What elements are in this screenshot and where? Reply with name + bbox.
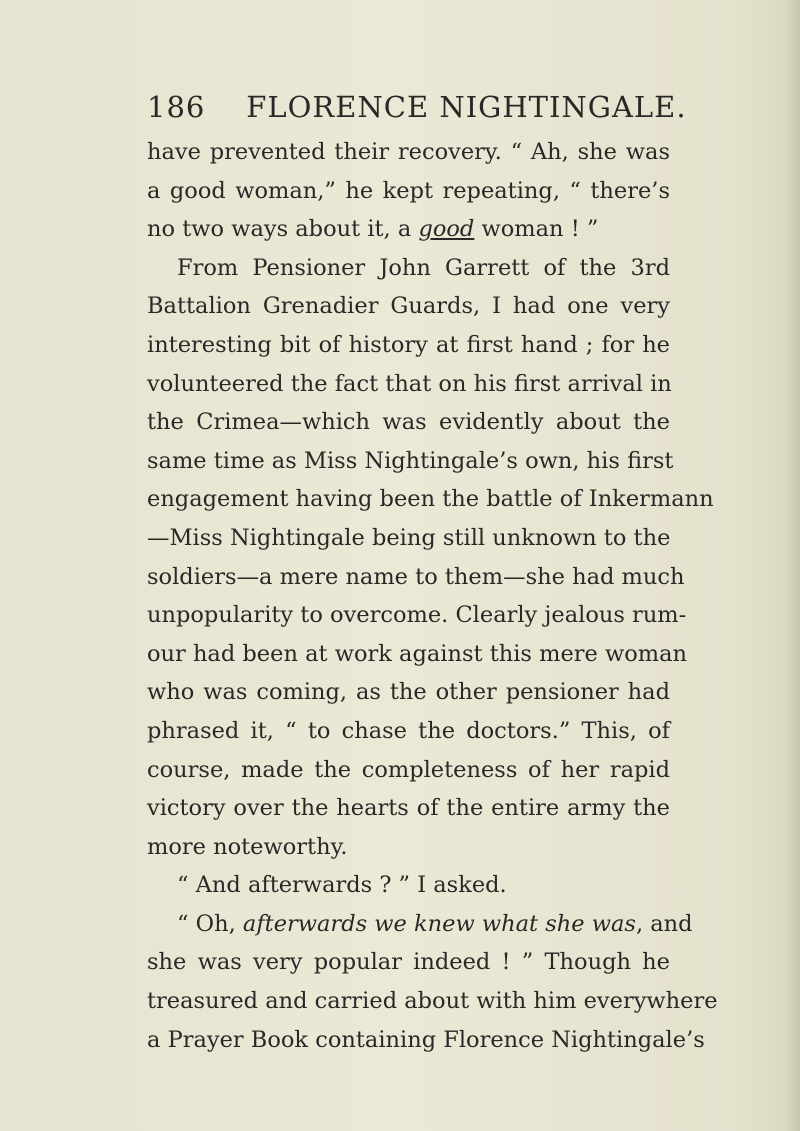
text-line: a good woman,” he kept repeating, “ there’s [147, 177, 670, 204]
text-line: —Miss Nightingale being still unknown to the [147, 524, 671, 551]
text-line: the Crimea—which was evidently about the [147, 409, 670, 436]
text-line: she was very popular indeed ! ” Though he [147, 949, 670, 976]
page-number: 186 [147, 90, 206, 124]
page-edge-shadow [786, 0, 800, 1131]
text-line: unpopularity to overcome. Clearly jealous rum- [147, 602, 687, 629]
text-line: our had been at work against this mere woman [147, 640, 688, 667]
emphasis-good: good [418, 216, 475, 243]
text-line: victory over the hearts of the entire army the [147, 795, 670, 822]
body-text [147, 133, 718, 1059]
text-line: a Prayer Book containing Florence Nightingale’s [147, 1026, 705, 1053]
text-line: “ And afterwards ? ” I asked. [177, 872, 507, 899]
text-line: have prevented their recovery. “ Ah, she was [147, 139, 670, 165]
text-line: more noteworthy. [147, 833, 348, 860]
text-line: phrased it, “ to chase the doctors.” This, of [147, 717, 670, 744]
text-line: soldiers—a mere name to them—she had much [147, 563, 685, 590]
text-line: interesting bit of history at first hand ; for he [147, 331, 670, 358]
text-line: engagement having been the battle of Inkermann [147, 486, 714, 513]
text-line: From Pensioner John Garrett of the 3rd [177, 254, 670, 281]
text-line: volunteered the fact that on his first arrival in [147, 370, 672, 397]
text-line: no two ways about it, a good woman ! ” [147, 216, 599, 243]
text-line: Battalion Grenadier Guards, I had one very [147, 293, 670, 320]
text-line: who was coming, as the other pensioner had [147, 679, 670, 706]
emphasis-afterwards: afterwards we knew what she was [242, 910, 636, 937]
text-line: treasured and carried about with him everywhere [147, 988, 718, 1015]
text-line: same time as Miss Nightingale’s own, his first [147, 447, 674, 474]
running-title: FLORENCE NIGHTINGALE. [246, 90, 687, 124]
running-header [147, 90, 687, 124]
text-line: “ Oh, afterwards we knew what she was, and [177, 910, 693, 937]
text-line: course, made the completeness of her rapid [147, 756, 670, 783]
